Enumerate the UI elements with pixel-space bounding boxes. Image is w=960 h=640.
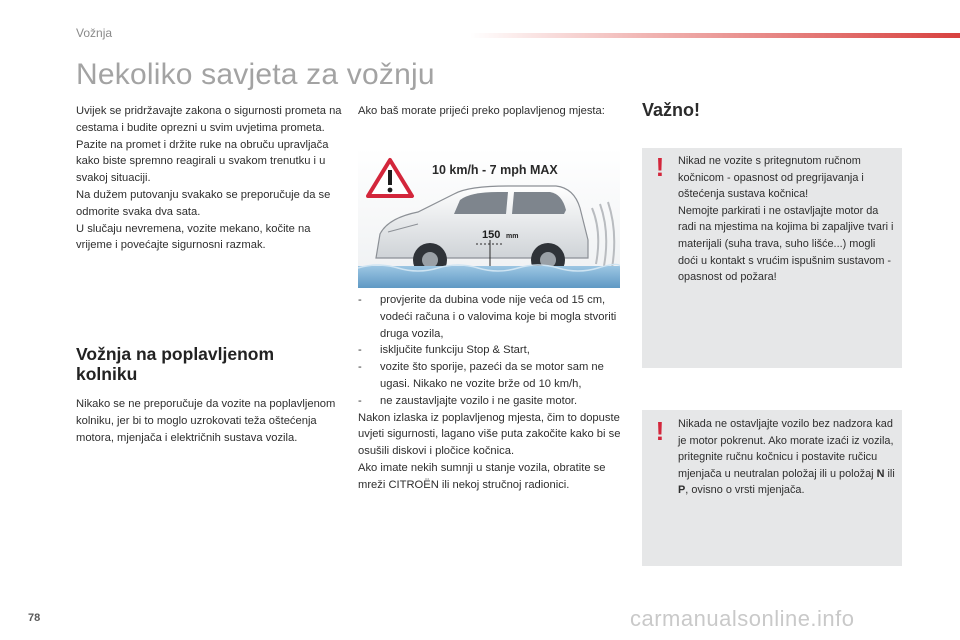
exclamation-icon: ! [655, 416, 665, 446]
section-label: Vožnja [76, 26, 113, 40]
water-surface [358, 266, 620, 288]
driving-tips-text [76, 103, 342, 254]
paragraph: Nikad ne vozite s pritegnutom ručnom kočnicom - opasnost od pregrijavanja i oštećenja sustava kočnica! [678, 155, 864, 201]
list-item: - provjerite da dubina vode nije veća od 15 cm, vodeći računa i o valovima koje bi mogla stvoriti druga vozila, [358, 292, 622, 342]
paragraph: Nakon izlaska iz poplavljenog mjesta, čim to dopuste uvjeti sigurnosti, lagano više puta zakočite kako bi se osušili diskovi i pločice kočnica. [358, 411, 621, 458]
paragraph: U slučaju nevremena, vozite mekano, kočite na vrijeme i povećajte sigurnosni razmak. [76, 222, 311, 252]
paragraph: Ako imate nekih sumnji u stanje vozila, obratite se mreži CITROËN ili nekoj stručnoj radionici. [358, 461, 606, 491]
depth-value: 150 [482, 229, 501, 241]
text-fragment: ili [884, 467, 895, 480]
header-accent-bar [470, 33, 960, 38]
flooded-road-text [76, 396, 342, 446]
list-item-text: provjerite da dubina vode nije veća od 15 cm, vodeći računa i o valovima koje bi mogla stvoriti druga vozila, [380, 294, 617, 340]
list-item-text: vozite što sporije, pazeći da se motor sam ne ugasi. Nikako ne vozite brže od 10 km/h, [380, 361, 604, 390]
important-heading: Važno! [642, 100, 701, 120]
text-fragment: , ovisno o vrsti mjenjača. [685, 484, 805, 497]
speed-limit-label: 10 km/h - 7 mph MAX [432, 163, 558, 177]
list-item: - vozite što sporije, pazeći da se motor sam ne ugasi. Nikako ne vozite brže od 10 km/h, [358, 359, 622, 393]
flooded-road-illustration [358, 148, 620, 288]
flood-instructions [358, 292, 622, 494]
warning-text [678, 153, 896, 286]
gear-p-label: P [678, 484, 686, 497]
paragraph: Uvijek se pridržavajte zakona o sigurnosti prometa na cestama i budite oprezni u svim uvjetima prometa. [76, 105, 342, 134]
exclamation-icon: ! [655, 152, 665, 182]
warning-box-unattended [642, 410, 902, 566]
paragraph: Na dužem putovanju svakako se preporučuje da se odmorite svaka dva sata. [76, 188, 331, 218]
flooded-road-heading: Vožnja na poplavljenom kolniku [76, 344, 275, 384]
text-fragment: Nikada ne ostavljajte vozilo bez nadzora kad je motor pokrenut. Ako morate izaći iz vozila, pritegnite ručnu kočnicu i postavite ručicu mjenjača u neutralan položaj ili u položaj [678, 418, 894, 480]
flood-intro [358, 103, 620, 120]
warning-box-handbrake [642, 148, 902, 368]
warning-text [678, 416, 896, 499]
list-item-text: isključite funkciju Stop & Start, [380, 344, 530, 357]
car-in-water-figure [358, 148, 620, 288]
list-item-text: ne zaustavljajte vozilo i ne gasite motor. [380, 394, 578, 407]
paragraph: Nikako se ne preporučuje da vozite na poplavljenom kolniku, jer bi to moglo uzrokovati teža oštećenja motora, mjenjača i električnih sustava vozila. [76, 398, 336, 444]
list-item: - isključite funkciju Stop & Start, [358, 342, 622, 359]
paragraph: Ako baš morate prijeći preko poplavljenog mjesta: [358, 105, 605, 117]
paragraph: Pazite na promet i držite ruke na obruču upravljača kako biste spremno reagirali u svakom trenutku i u svakoj situaciji. [76, 138, 329, 185]
list-item: - ne zaustavljajte vozilo i ne gasite motor. [358, 393, 622, 410]
page-title: Nekoliko savjeta za vožnju [76, 58, 435, 91]
page-number: 78 [28, 612, 41, 624]
depth-unit: mm [506, 233, 519, 240]
watermark: carmanualsonline.info [630, 606, 855, 631]
paragraph: Nemojte parkirati i ne ostavljajte motor da radi na mjestima na kojima bi zapaljive tvari i materijali (suha trava, suho lišće...) mogli doći u kontakt s vrućim ispušnim sustavom - opasnost od požara! [678, 204, 894, 284]
gear-n-label: N [876, 467, 885, 480]
paragraph [678, 416, 896, 499]
